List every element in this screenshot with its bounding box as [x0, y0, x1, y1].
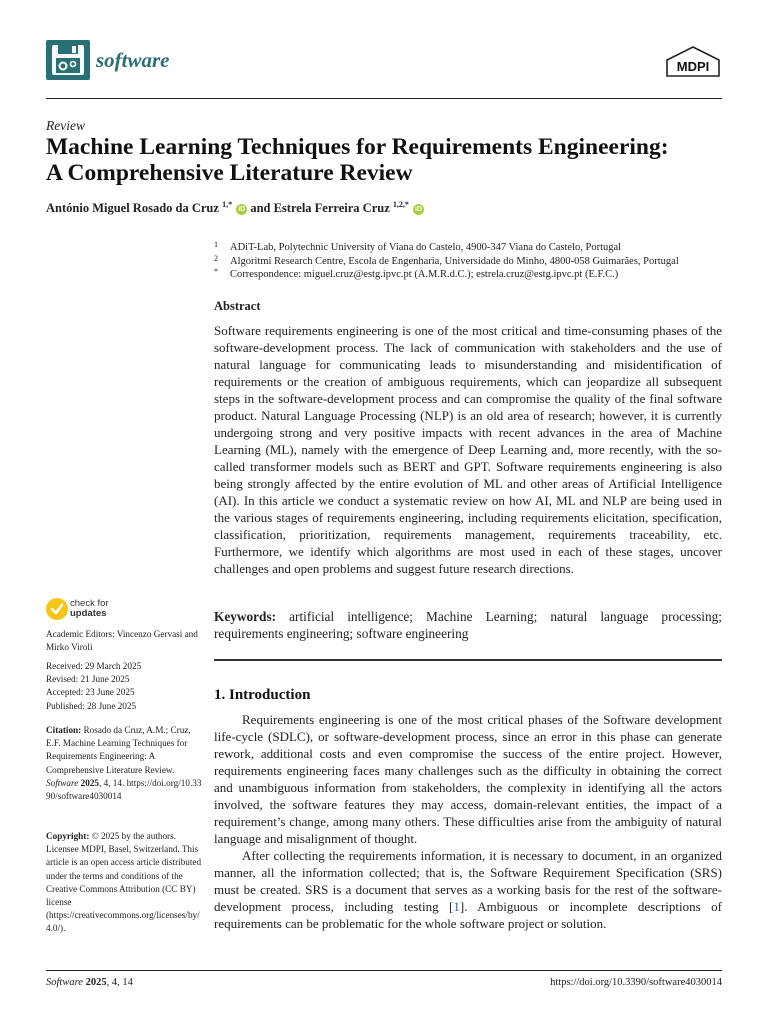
footer-citation: Software 2025, 4, 14 — [46, 977, 133, 988]
keywords-label: Keywords: — [214, 609, 277, 624]
keywords-text: artificial intelligence; Machine Learning; natural language processing; requirements engineering; software engineering — [214, 609, 722, 641]
published-date: Published: 28 June 2025 — [46, 700, 137, 711]
citation-doi[interactable]: , 4, 14. https://doi.org/10.3390/software4030014 — [46, 777, 202, 802]
publisher-logo — [665, 46, 721, 80]
copyright — [46, 830, 204, 936]
title-line-2: A Comprehensive Literature Review — [46, 160, 413, 186]
copyright-label: Copyright: — [46, 831, 90, 841]
footer-doi[interactable]: https://doi.org/10.3390/software4030014 — [550, 977, 722, 988]
copyright-text: © 2025 by the authors. Licensee MDPI, Basel, Switzerland. This article is an open access article distributed under the terms and conditions of the Creative Commons Attribution (CC BY) license (https://creativecommons.org/licenses/by/4.0/). — [46, 831, 202, 934]
affiliation-marker: 2 — [214, 254, 218, 263]
publisher-name: MDPI — [676, 59, 710, 74]
dates — [46, 660, 206, 713]
author-2[interactable]: Estrela Ferreira Cruz — [273, 201, 390, 216]
orcid-icon[interactable]: iD — [238, 206, 246, 214]
citation-text: Rosado da Cruz, A.M.; Cruz, E.F. Machine Learning Techniques for Requirements Engineering: A Comprehensive Literature Review. — [46, 725, 191, 775]
author-2-affil: 1,2,* — [392, 200, 409, 209]
article-title — [46, 134, 726, 186]
accepted-date: Accepted: 23 June 2025 — [46, 687, 135, 698]
keywords — [214, 608, 722, 642]
correspondence — [214, 267, 618, 280]
author-1[interactable]: António Miguel Rosado da Cruz — [46, 201, 219, 216]
orcid-icon[interactable]: iD — [415, 206, 422, 214]
title-line-1: Machine Learning Techniques for Requirements Engineering: — [46, 134, 669, 160]
check-updates-label[interactable]: check for updates — [70, 598, 109, 619]
received-date: Received: 29 March 2025 — [46, 661, 142, 671]
section-rule — [214, 659, 722, 661]
affiliation-text: ADiT-Lab, Polytechnic University of Viana do Castelo, 4900-347 Viana do Castelo, Portugal — [230, 242, 622, 253]
affiliation-2 — [214, 254, 679, 267]
revised-date: Revised: 21 June 2025 — [46, 674, 130, 685]
citation-label: Citation: — [46, 725, 82, 735]
intro-paragraph-1: Requirements engineering is one of the most critical phases of the Software development life-cycle (SDLC), or software-development process, since an error in this phase can generate rework, additional costs and even compromise the success of the entire project. However, requirements engineering faces many challenges such as the difficulty in obtaining the correct and unambiguous information from stakeholders, the complexity in identifying all the actors involved, the software features they may access, domain-relevant entities, the impact of a requirement’s change, among many others. These difficulties arise from the ambiguity of natural language and misalignment of thought. — [214, 712, 722, 846]
header-rule — [46, 98, 722, 99]
check-updates-icon[interactable] — [46, 598, 68, 620]
affiliation-1 — [214, 240, 621, 253]
affiliation-marker: * — [214, 267, 218, 276]
academic-editors: Academic Editors: Vincenzo Gervasi and Mirko Viroli — [46, 629, 198, 653]
intro-paragraph-2: After collecting the requirements information, it is necessary to document, in an organized manner, all the information collected; that is, the Software Requirement Specification (SRS) must be created. SRS is a document that serves as a working basis for the rest of the software-development process, including testing [1]. Ambiguous or incomplete descriptions of requirements can be problematic for the whole software project or solution. — [214, 848, 722, 931]
author-list — [46, 200, 424, 216]
author-1-affil: 1,* — [222, 200, 233, 209]
affiliation-marker: 1 — [214, 240, 218, 249]
abstract-text: Software requirements engineering is one of the most critical and time-consuming phases of the software-development process. The lack of communication with stakeholders and the use of natural language for communicating leads to misunderstanding and misidentification of requirements or the creation of ambiguous requirements, which can jeopardize all subsequent steps in the software-development process and can compromise the quality of the final software product. Natural Language Processing (NLP) is an old area of research; however, it is currently undergoing strong and very positive impacts with recent advances in the area of Machine Learning (ML), namely with the emergence of Deep Learning and, more recently, with the so-called transformer models such as BERT and GPT. Software requirements engineering is also being strongly affected by the entire evolution of ML and other areas of Artificial Intelligence (AI). In this article we conduct a systematic review on how AI, ML and NLP are being used in the various stages of requirements engineering, including requirements elicitation, specification, classification, prioritization, requirements management, requirements traceability, etc. Furthermore, we identify which algorithms are most used in each of these stages, uncover challenges and open problems and suggest future research directions. — [214, 323, 722, 576]
intro-body — [214, 711, 722, 932]
journal-logo — [46, 40, 90, 80]
abstract-body — [214, 322, 722, 577]
author-conjunction: and — [247, 201, 274, 216]
abstract-heading: Abstract — [214, 299, 261, 313]
journal-name: software — [96, 48, 170, 72]
section-heading: 1. Introduction — [214, 687, 311, 703]
correspondence-text[interactable]: Correspondence: miguel.cruz@estg.ipvc.pt (A.M.R.d.C.); estrela.cruz@estg.ipvc.pt (E.F.C.) — [230, 269, 619, 280]
affiliation-text: Algoritmi Research Centre, Escola de Engenharia, Universidade do Minho, 4800-058 Guimarães, Portugal — [230, 256, 679, 267]
article-type: Review — [46, 118, 85, 133]
citation: Citation: Rosado da Cruz, A.M.; Cruz, E.F. Machine Learning Techniques for Requirements Engineering: A Comprehensive Literature Review. Software 2025, 4, 14. https://doi.org/10.3390/software4030014 — [46, 725, 202, 802]
footer-rule — [46, 970, 722, 971]
reference-link[interactable]: 1 — [453, 899, 460, 914]
